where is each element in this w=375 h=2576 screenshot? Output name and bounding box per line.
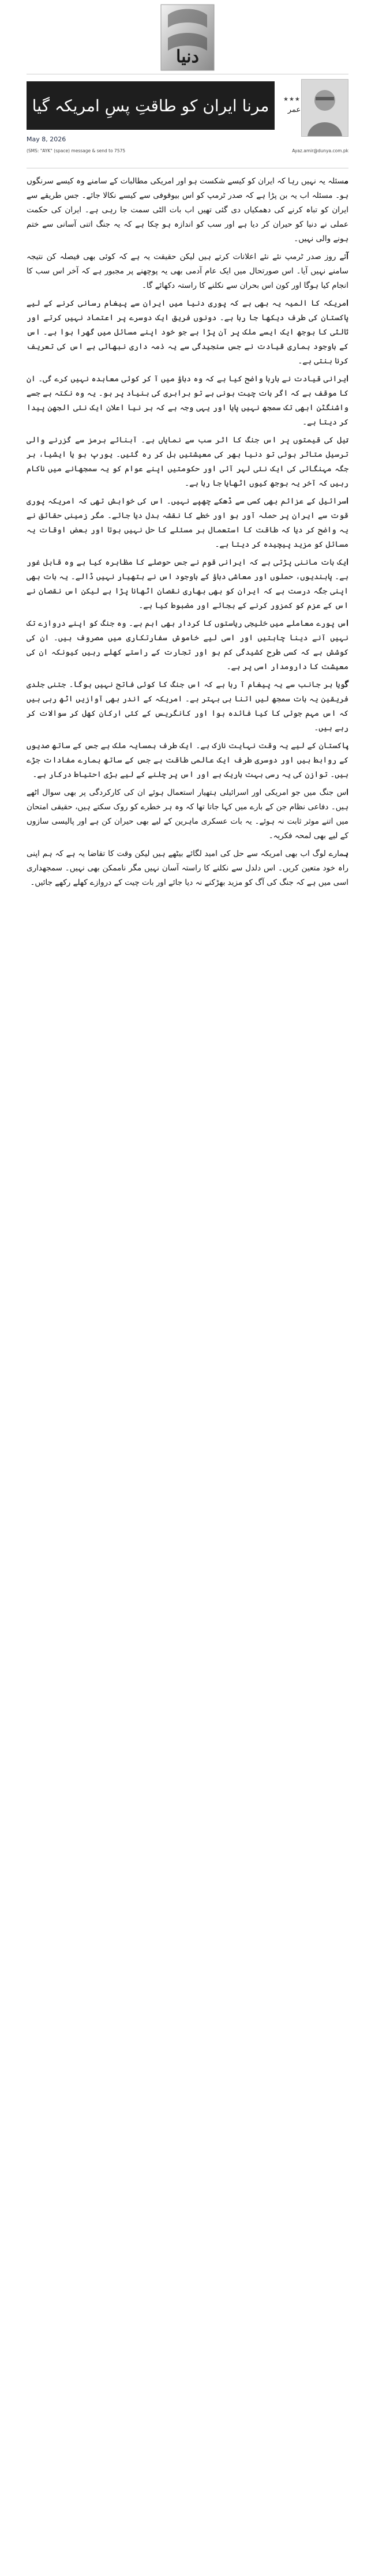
paragraph: ایرانی قیادت نے بارہا واضح کیا ہے کہ وہ دباؤ میں آ کر کوئی معاہدہ نہیں کرے گی۔ ان کا موقف ہے کہ اگر بات چیت ہونی ہے تو برابری کی بنیاد پر ہو۔ یہ وہ نکتہ ہے جسے واشنگٹن ابھی تک سمجھ نہیں پایا اور یہی وجہ ہے کہ ہر نیا اعلان ایک نئی الجھن پیدا کر دیتا ہے۔ <box>27 374 348 427</box>
star-rating: ★★★ <box>283 96 301 103</box>
paragraph: ہمارے لوگ اب بھی امریکہ سے حل کی امید لگائے بیٹھے ہیں لیکن وقت کا تقاضا یہ ہے کہ ہم اپنی راہ خود متعین کریں۔ اس دلدل سے نکلنے کا راستہ آسان نہیں مگر ناممکن بھی نہیں۔ سمجھداری اسی میں ہے کہ جنگ کی آگ کو مزید بھڑکنے نہ دیا جائے اور بات چیت کے دروازے کھلے رکھے جائیں۔ <box>27 849 348 887</box>
logo-text: دنیا <box>176 47 199 67</box>
dunya-logo <box>160 3 215 72</box>
paragraph: تیل کی قیمتوں پر اس جنگ کا اثر سب سے نمایاں ہے۔ آبنائے ہرمز سے گزرنے والی ترسیل متاثر ہوئی تو دنیا بھر کی معیشتیں ہل کر رہ گئیں۔ یورپ ہو یا ایشیا، ہر جگہ مہنگائی کی ایک نئی لہر آئی اور حکومتیں اپنے عوام کو یہ سمجھانے میں ناکام رہیں کہ آخر یہ بوجھ کیوں اٹھایا جا رہا ہے۔ <box>27 435 348 488</box>
paragraph: اسرائیل کے عزائم بھی کسی سے ڈھکے چھپے نہیں۔ اس کی خواہش تھی کہ امریکہ پوری قوت سے ایران پر حملہ آور ہو اور خطے کا نقشہ بدل دیا جائے۔ مگر زمینی حقائق نے یہ واضح کر دیا کہ طاقت کا استعمال ہر مسئلے کا حل نہیں ہوتا اور بعض اوقات یہ مسائل کو مزید پیچیدہ کر دیتا ہے۔ <box>27 497 348 549</box>
author-photo <box>301 79 348 137</box>
paragraph: امریکہ کا المیہ یہ بھی ہے کہ پوری دنیا میں ایران سے پیغام رسانی کرنے کے لیے پاکستان کی طرف دیکھا جا رہا ہے۔ دونوں فریق ایک دوسرے پر اعتماد نہیں کرتے اور ثالثی کا بوجھ ایک ایسے ملک پر آن پڑا ہے جو خود اپنے مسائل میں گھرا ہوا ہے۔ اس کے باوجود ہماری قیادت نے جس سنجیدگی سے یہ ذمہ داری نبھائی ہے اس کی تعریف کرنا بنتی ہے۔ <box>27 299 348 366</box>
sms-info: (SMS: "AYK" (space) message & send to 7575 <box>27 148 126 153</box>
column-title: مرنا ایران کو طاقتِ پسِ امریکہ گیا <box>32 96 269 115</box>
masthead <box>27 0 348 74</box>
author-name: عمر <box>287 106 301 114</box>
author-portrait-icon <box>302 80 348 136</box>
paragraph: مسئلہ یہ نہیں رہا کہ ایران کو کیسے شکست ہو اور امریکی مطالبات کے سامنے وہ کیسے سرنگوں ہو۔ مسئلہ اب یہ بن پڑا ہے کہ صدر ٹرمپ کو اس بیوقوفی سے کیسے نکالا جائے۔ جس طریقے سے ایران کو تباہ کرنے کی دھمکیاں دی گئی تھیں اب بات الٹی سمت جا رہی ہے۔ ایران کی حکمت عملی نے دنیا کو حیران کر دیا ہے اور سب کو اندازہ ہو چکا ہے کہ یہ جنگ اتنی آسانی سے ختم ہونے والی نہیں۔ <box>27 177 348 243</box>
paragraph: ایک بات ماننی پڑتی ہے کہ ایرانی قوم نے جس حوصلے کا مظاہرہ کیا ہے وہ قابل غور ہے۔ پابندیوں، حملوں اور معاشی دباؤ کے باوجود اس نے ہتھیار نہیں ڈالے۔ یہ بات بھی اپنی جگہ درست ہے کہ ایران کو بھی بھاری نقصان اٹھانا پڑا ہے لیکن اس نقصان نے اس کے عزم کو کمزور کرنے کے بجائے اور مضبوط کیا ہے۔ <box>27 558 348 610</box>
column-header <box>27 74 348 168</box>
paragraph: گویا ہر جانب سے یہ پیغام آ رہا ہے کہ اس جنگ کا کوئی فاتح نہیں ہوگا۔ جتنی جلدی فریقین یہ بات سمجھ لیں اتنا ہی بہتر ہے۔ امریکہ کے اندر بھی آوازیں اٹھ رہی ہیں کہ اس مہم جوئی کا کیا فائدہ ہوا اور کانگریس کے کئی ارکان کھل کر سوالات کر رہے ہیں۔ <box>27 680 348 733</box>
paragraph: اس پورے معاملے میں خلیجی ریاستوں کا کردار بھی اہم ہے۔ وہ جنگ کو اپنے دروازے تک نہیں آنے دینا چاہتیں اور اسی لیے خاموش سفارتکاری میں مصروف ہیں۔ ان کی کوشش ہے کہ کسی طرح کشیدگی کم ہو اور تجارت کے راستے کھلے رہیں کیونکہ ان کی معیشت کا دارومدار اسی پر ہے۔ <box>27 619 348 671</box>
paragraph: آئے روز صدر ٹرمپ نئے نئے اعلانات کرتے ہیں لیکن حقیقت یہ ہے کہ کوئی بھی فیصلہ کن نتیجہ سامنے نہیں آیا۔ اس صورتحال میں ایک عام آدمی بھی یہ پوچھنے پر مجبور ہے کہ آخر اس سب کا انجام کیا ہوگا اور کون اس بحران سے نکلنے کا راستہ دکھائے گا۔ <box>27 252 348 290</box>
paragraph: پاکستان کے لیے یہ وقت نہایت نازک ہے۔ ایک طرف ہمسایہ ملک ہے جس کے ساتھ صدیوں کے روابط ہیں اور دوسری طرف ایک عالمی طاقت ہے جس کے ساتھ ہمارے مفادات جڑے ہیں۔ توازن کی یہ رسی بہت باریک ہے اور اس پر چلنے کے لیے بڑی احتیاط درکار ہے۔ <box>27 741 348 779</box>
paragraph: اس جنگ میں جو امریکی اور اسرائیلی ہتھیار استعمال ہوئے ان کی کارکردگی پر بھی سوال اٹھے ہیں۔ دفاعی نظام جن کے بارے میں کہا جاتا تھا کہ وہ ہر خطرے کو روک سکتے ہیں، حقیقی امتحان میں اتنے موثر ثابت نہ ہوئے۔ یہ بات عسکری ماہرین کے لیے بھی حیران کن ہے اور پالیسی سازوں کے لیے بھی لمحہ فکریہ۔ <box>27 788 348 840</box>
title-box <box>27 81 275 130</box>
publish-date: May 8, 2026 <box>27 136 66 143</box>
author-email: Ayaz.amir@dunya.com.pk <box>292 148 348 153</box>
article-body <box>27 168 348 890</box>
